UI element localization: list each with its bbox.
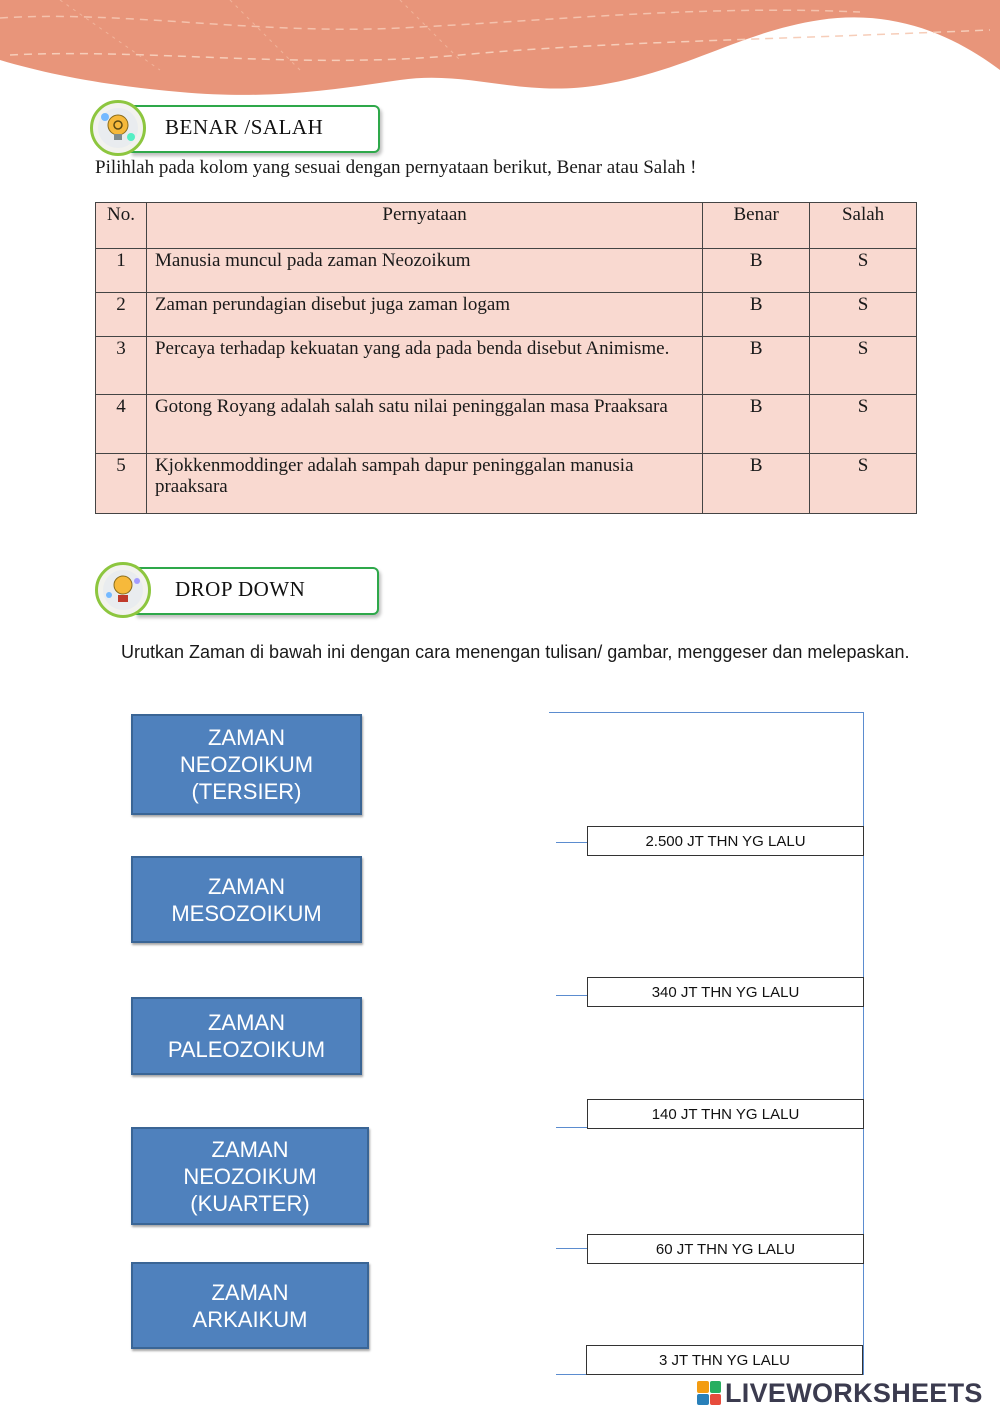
column-header-false: Salah [810, 203, 917, 249]
timeline-label: 140 JT THN YG LALU [651, 1106, 800, 1123]
answer-salah-option[interactable]: S [810, 395, 917, 454]
timeline-label: 2.500 JT THN YG LALU [645, 833, 806, 850]
section-tag-drop-down [95, 562, 381, 618]
timeline-tick [556, 1127, 587, 1128]
true-false-table [95, 202, 917, 514]
row-statement: Percaya terhadap kekuatan yang ada pada benda disebut Animisme. [146, 337, 702, 395]
row-number: 5 [96, 454, 147, 514]
column-header-no: No. [96, 203, 147, 249]
section-title: BENAR /SALAH [165, 115, 324, 139]
section-tag-benar-salah [90, 100, 382, 156]
liveworksheets-brand [697, 1377, 983, 1409]
answer-salah-option[interactable]: S [810, 249, 917, 293]
answer-benar-option[interactable]: B [703, 395, 810, 454]
answer-benar-option[interactable]: B [703, 249, 810, 293]
era-box-arkaikum[interactable]: ZAMAN ARKAIKUM [131, 1262, 369, 1349]
table-row [96, 249, 917, 293]
timeline-top-line [549, 712, 863, 713]
column-header-true: Benar [703, 203, 810, 249]
table-header-row [96, 203, 917, 249]
timeline-drop-slot[interactable] [587, 1234, 864, 1264]
timeline-label: 60 JT THN YG LALU [655, 1241, 796, 1258]
timeline-label: 3 JT THN YG LALU [659, 1352, 790, 1369]
instruction-drop-down: Urutkan Zaman di bawah ini dengan cara menengan tulisan/ gambar, menggeser dan melepaskan. [121, 642, 910, 662]
row-statement: Manusia muncul pada zaman Neozoikum [146, 249, 702, 293]
row-number: 2 [96, 293, 147, 337]
answer-salah-option[interactable]: S [810, 293, 917, 337]
timeline-drop-slot[interactable] [586, 1345, 863, 1375]
liveworksheets-logo [697, 1381, 721, 1405]
timeline-vertical-line [863, 712, 864, 1375]
era-box-neozoikum-kuarter[interactable]: ZAMAN NEOZOIKUM (KUARTER) [131, 1127, 369, 1225]
timeline-tick [556, 1248, 587, 1249]
timeline-drop-slot[interactable] [587, 977, 864, 1007]
row-statement: Gotong Royang adalah salah satu nilai peninggalan masa Praaksara [146, 395, 702, 454]
table-row [96, 337, 917, 395]
answer-benar-option[interactable]: B [703, 293, 810, 337]
row-statement: Kjokkenmoddinger adalah sampah dapur peninggalan manusia praaksara [146, 454, 702, 514]
answer-salah-option[interactable]: S [810, 337, 917, 395]
header-decoration [0, 0, 1000, 110]
timeline-drop-slot[interactable] [587, 826, 864, 856]
timeline-drop-slot[interactable] [587, 1099, 864, 1129]
table-row [96, 454, 917, 514]
section-title: DROP DOWN [175, 577, 306, 601]
era-box-paleozoikum[interactable]: ZAMAN PALEOZOIKUM [131, 997, 362, 1075]
era-box-mesozoikum[interactable]: ZAMAN MESOZOIKUM [131, 856, 362, 943]
brand-text: LIVEWORKSHEETS [725, 1377, 983, 1408]
answer-benar-option[interactable]: B [703, 454, 810, 514]
era-box-neozoikum-tersier[interactable]: ZAMAN NEOZOIKUM (TERSIER) [131, 714, 362, 815]
lightbulb-gear-icon [90, 100, 146, 156]
row-number: 4 [96, 395, 147, 454]
row-number: 1 [96, 249, 147, 293]
answer-benar-option[interactable]: B [703, 337, 810, 395]
instruction-benar-salah: Pilihlah pada kolom yang sesuai dengan pernyataan berikut, Benar atau Salah ! [95, 157, 697, 178]
column-header-statement: Pernyataan [146, 203, 702, 249]
lightbulb-icon [95, 562, 151, 618]
timeline-tick [556, 842, 587, 843]
answer-salah-option[interactable]: S [810, 454, 917, 514]
row-statement: Zaman perundagian disebut juga zaman logam [146, 293, 702, 337]
table-row [96, 395, 917, 454]
timeline-tick [556, 995, 587, 996]
timeline-label: 340 JT THN YG LALU [651, 984, 800, 1001]
row-number: 3 [96, 337, 147, 395]
table-row [96, 293, 917, 337]
